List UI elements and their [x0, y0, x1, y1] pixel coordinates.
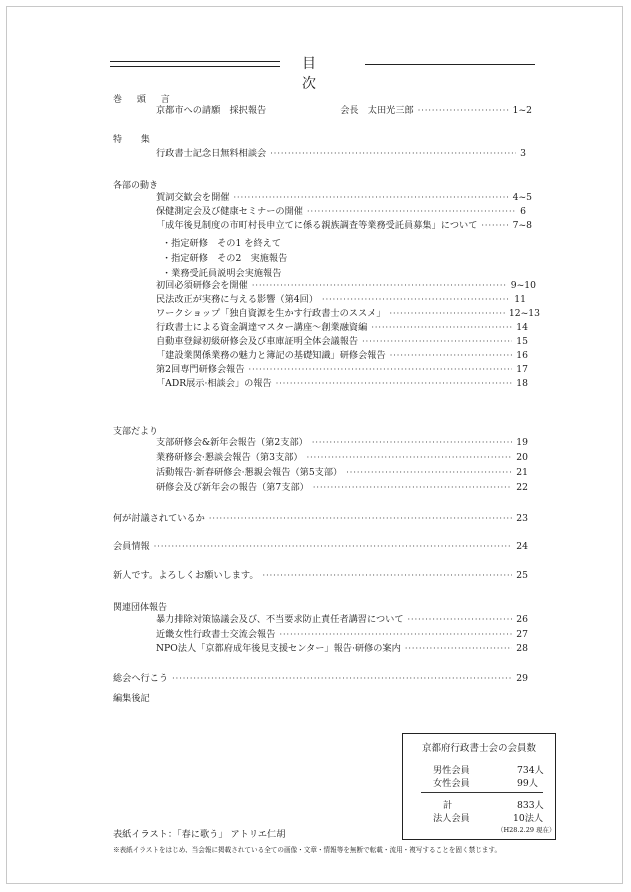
total-member-label: 計 — [443, 800, 453, 811]
leader-dots — [279, 628, 512, 641]
leader-dots — [209, 512, 512, 525]
toc-entry-author: 会長 太田光三郎 — [340, 105, 414, 116]
title-rule-left — [110, 61, 280, 67]
leader-dots — [249, 363, 513, 376]
leader-dots — [307, 205, 516, 218]
toc-entry[interactable] — [156, 293, 526, 306]
toc-page-number: 17 — [516, 364, 528, 375]
toc-entry-text: 「ADR展示·相談会」の報告 — [156, 378, 272, 389]
section-label-kanren: 関連団体報告 — [113, 603, 168, 613]
toc-entry[interactable] — [156, 451, 528, 464]
leader-dots — [312, 436, 512, 449]
toc-entry-text: 行政書士記念日無料相談会 — [156, 148, 267, 159]
toc-entry-text: 活動報告·新春研修会·懇親会報告（第5支部） — [156, 467, 343, 478]
toc-subitem: ・指定研修 その2 実施報告 — [162, 253, 288, 264]
toc-page-number: 24 — [516, 541, 528, 552]
toc-page-number: 4~5 — [512, 192, 532, 203]
leader-dots — [408, 613, 513, 626]
toc-entry-text: 行政書士による資金調達マスター講座～創業融資編 — [156, 322, 368, 333]
toc-entry[interactable] — [156, 307, 540, 320]
toc-entry-text: 自動車登録初級研修会及び車庫証明全体会議報告 — [156, 336, 359, 347]
leader-dots — [276, 377, 513, 390]
toc-page-number: 14 — [516, 322, 528, 333]
member-count-box — [402, 733, 556, 840]
toc-entry-kaiin[interactable] — [113, 540, 528, 553]
cover-illustration-credit: 表紙イラスト：「春に歌う」 アトリエ仁胡 — [113, 829, 286, 840]
leader-dots — [371, 321, 512, 334]
copyright-notice: ※表紙イラストをはじめ、当会報に掲載されている全ての画像・文章・情報等を無断で転載・流用・複写することを固く禁じます。 — [113, 846, 502, 854]
corp-member-label: 法人会員 — [433, 813, 470, 824]
toc-page-number: 9~10 — [510, 280, 536, 291]
toc-subitem: ・指定研修 その1 を終えて — [162, 238, 282, 249]
leader-dots — [234, 191, 509, 204]
toc-entry-text: 民法改正が実務に与える影響（第4回） — [156, 294, 319, 305]
toc-entry[interactable] — [156, 481, 528, 494]
toc-page-number: 11 — [514, 294, 526, 305]
leader-dots — [390, 307, 505, 320]
toc-page-number: 18 — [516, 378, 528, 389]
toc-entry-text: 初回必須研修会を開催 — [156, 280, 248, 291]
toc-page-number: 22 — [516, 482, 528, 493]
toc-page-number: 1~2 — [512, 105, 532, 116]
page-title: 目 次 — [302, 56, 390, 92]
section-label-tokushu: 特 集 — [113, 135, 158, 145]
toc-page-number: 19 — [516, 437, 528, 448]
toc-page-number: 28 — [516, 643, 528, 654]
toc-page-number: 6 — [520, 206, 526, 217]
toc-entry-text: 暴力排除対策協議会及び、不当要求防止責任者講習について — [156, 614, 404, 625]
toc-page-number: 25 — [516, 570, 528, 581]
corp-member-value: 10法人 — [513, 813, 544, 824]
toc-entry-text: 業務研修会·懇談会報告（第3支部） — [156, 452, 303, 463]
title-rule-right — [365, 64, 535, 65]
toc-entry-henshu[interactable]: 編集後記 — [113, 693, 150, 704]
toc-page-number: 16 — [516, 350, 528, 361]
toc-page-number: 7~8 — [512, 220, 532, 231]
toc-page-number: 23 — [516, 513, 528, 524]
as-of-date: （H28.2.29 現在） — [497, 826, 556, 834]
leader-dots — [481, 219, 508, 232]
toc-page-number: 20 — [516, 452, 528, 463]
toc-entry-text: 何が討議されているか — [113, 513, 205, 524]
toc-entry[interactable] — [156, 363, 528, 376]
toc-entry[interactable] — [156, 466, 528, 479]
toc-page-number: 15 — [516, 336, 528, 347]
section-label-kakubu: 各部の動き — [113, 181, 159, 191]
toc-page-number: 12~13 — [508, 308, 540, 319]
male-member-label: 男性会員 — [433, 765, 470, 776]
toc-entry[interactable] — [156, 613, 528, 626]
toc-entry-sokai[interactable] — [113, 672, 528, 685]
toc-entry-text: 支部研修会&新年会報告（第2支部） — [156, 437, 308, 448]
toc-subitem: ・業務受託員説明会実施報告 — [162, 268, 282, 279]
toc-entry-text: 研修会及び新年会の報告（第7支部） — [156, 482, 309, 493]
toc-entry-text: ワークショップ「独自資源を生かす行政書士のススメ」 — [156, 308, 386, 319]
toc-page-number: 3 — [520, 148, 526, 159]
toc-entry[interactable] — [156, 377, 528, 390]
toc-entry-text: 「成年後見制度の市町村長申立てに係る親族調査等業務受託員募集」について — [156, 220, 478, 231]
toc-entry-text: 賀詞交歓会を開催 — [156, 192, 230, 203]
leader-dots — [154, 540, 513, 553]
toc-page-number: 29 — [516, 673, 528, 684]
toc-entry-kantogen[interactable] — [156, 104, 532, 117]
leader-dots — [252, 279, 507, 292]
section-label-kantogen: 巻 頭 言 — [113, 95, 176, 105]
toc-entry-text: 新人です。よろしくお願いします。 — [113, 570, 259, 581]
toc-entry-text: 第2回専門研修会報告 — [156, 364, 245, 375]
female-member-label: 女性会員 — [433, 778, 470, 789]
toc-entry-tokushu[interactable] — [156, 147, 526, 160]
toc-entry-text: 会員情報 — [113, 541, 150, 552]
leader-dots — [362, 335, 512, 348]
female-member-value: 99人 — [517, 778, 538, 789]
toc-entry-nanika[interactable] — [113, 512, 528, 525]
leader-dots — [263, 569, 513, 582]
leader-dots — [172, 672, 512, 685]
leader-dots — [313, 481, 512, 494]
toc-entry[interactable] — [156, 219, 532, 232]
leader-dots — [405, 642, 512, 655]
toc-entry-shinjin[interactable] — [113, 569, 528, 582]
toc-entry[interactable] — [156, 349, 528, 362]
male-member-value: 734人 — [517, 765, 544, 776]
leader-dots — [270, 147, 516, 160]
toc-page-number: 21 — [516, 467, 528, 478]
toc-page-number: 26 — [516, 614, 528, 625]
toc-entry-text: 「建設業関係業務の魅力と簿記の基礎知識」研修会報告 — [156, 350, 386, 361]
leader-dots — [307, 451, 513, 464]
section-label-shibu: 支部だより — [113, 427, 159, 437]
toc-entry-text: 総会へ行こう — [113, 673, 169, 684]
leader-dots — [322, 293, 510, 306]
toc-entry-text: NPO法人「京都府成年後見支援センター」報告·研修の案内 — [156, 643, 401, 654]
toc-entry[interactable] — [156, 436, 528, 449]
leader-dots — [346, 466, 512, 479]
leader-dots — [418, 104, 509, 117]
toc-entry-text: 保健測定会及び健康セミナーの開催 — [156, 206, 303, 217]
toc-entry[interactable] — [156, 205, 526, 218]
member-count-title: 京都府行政書士会の会員数 — [421, 743, 536, 754]
total-member-value: 833人 — [517, 800, 544, 811]
sum-rule — [421, 792, 543, 793]
toc-entry[interactable] — [156, 321, 528, 334]
toc-entry-text: 京都市への請願 採択報告 — [156, 105, 267, 116]
toc-entry[interactable] — [156, 279, 536, 292]
toc-entry[interactable] — [156, 628, 528, 641]
toc-page-number: 27 — [516, 629, 528, 640]
toc-entry[interactable] — [156, 335, 528, 348]
toc-entry-text: 近畿女性行政書士交流会報告 — [156, 629, 276, 640]
leader-dots — [390, 349, 513, 362]
toc-entry[interactable] — [156, 191, 532, 204]
toc-entry[interactable] — [156, 642, 528, 655]
